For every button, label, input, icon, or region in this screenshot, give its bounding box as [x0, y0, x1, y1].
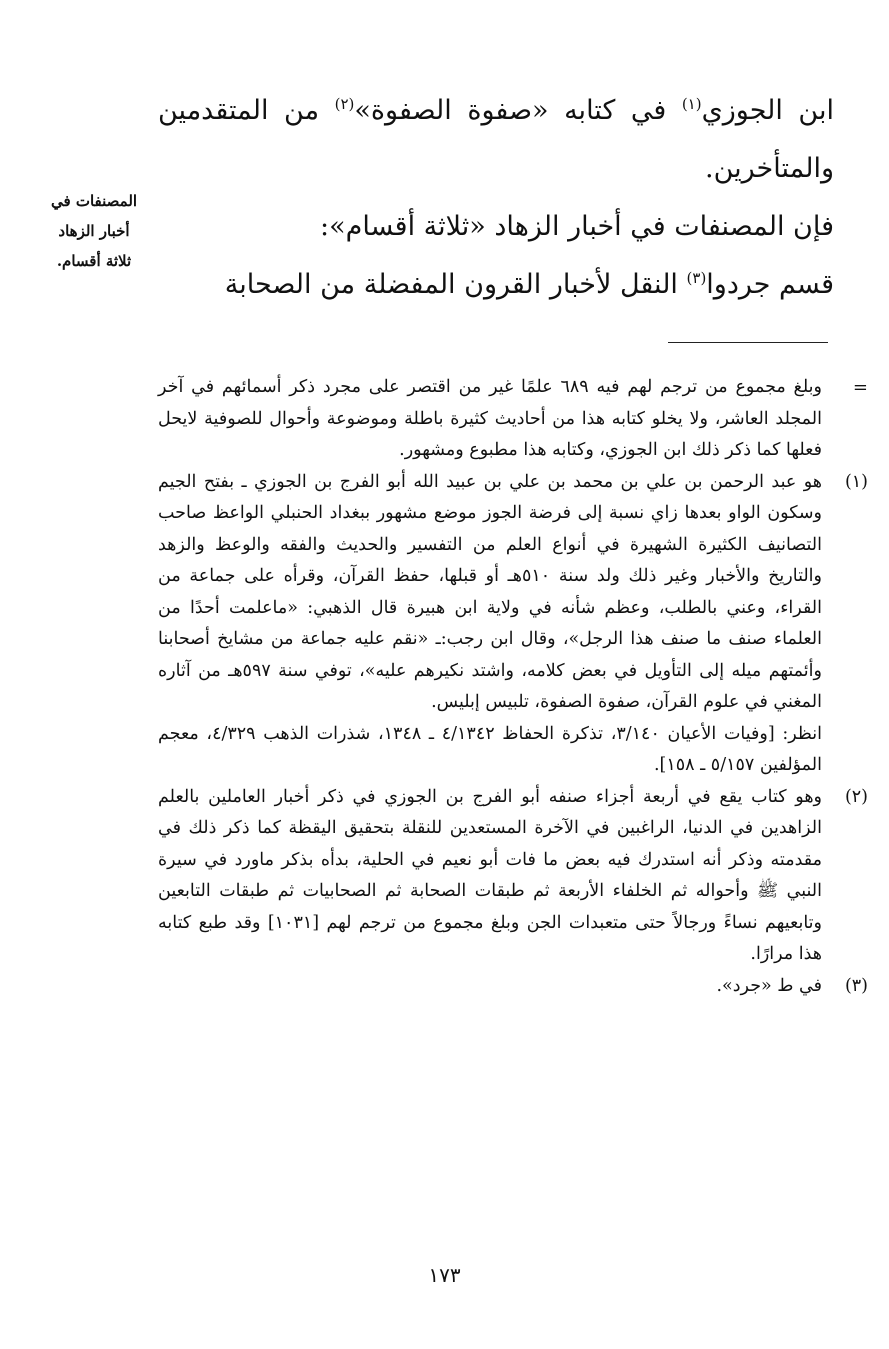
footnote-marker: (١) — [844, 471, 868, 492]
margin-note-line-2: أخبار الزهاد — [58, 222, 130, 240]
text-run: ابن الجوزي — [701, 95, 834, 126]
footnote-2 — [158, 782, 868, 971]
footnote-text: هو عبد الرحمن بن علي بن محمد بن علي بن عبيد الله أبو الفرج بن الجوزي ـ بفتح الجيم وسكون الواو بعدها زاي نسبة إلى فرضة الجوز موضع مشهور ببغداد الحنبلي الواعظ صاحب التصانيف الكثيرة الشهيرة في أنواع العلم من التفسير والحديث والفقه والوعظ والزهد والتاريخ والأخبار وغير ذلك ولد سنة ٥١٠هـ أو قبلها، حفظ القرآن، وقرأه على جماعة من القراء، وعني بالطلب، وعظم شأنه في ولاية ابن هبيرة قال الذهبي: «ماعلمت أحدًا من العلماء صنف ما صنف هذا الرجل»، وقال ابن رجب:ـ «نقم عليه جماعة من مشايخ أصحابنا وأئمتهم ميله إلى التأويل في بعض كلامه، واشتد نكيرهم عليه»، توفي سنة ٥٩٧هـ من آثاره المغني في علوم القرآن، صفوة الصفوة، تلبيس إبليس. — [158, 471, 822, 712]
footnote-3 — [158, 971, 868, 1003]
footnotes — [158, 372, 868, 1002]
footnote-marker: (٣) — [844, 975, 868, 996]
footnote-references: انظر: [وفيات الأعيان ٣/١٤٠، تذكرة الحفاظ ٤/١٣٤٢ ـ ١٣٤٨، شذرات الذهب ٤/٣٢٩، معجم المؤلفين ٥/١٥٧ ـ ١٥٨]. — [158, 723, 822, 775]
footnote-text: في ط «جرد». — [716, 975, 822, 996]
margin-note-line-1: المصنفات في — [50, 192, 138, 210]
main-paragraph-2: فإن المصنفات في أخبار الزهاد «ثلاثة أقسام»: — [320, 211, 834, 242]
page-number: ١٧٣ — [428, 1263, 461, 1287]
main-paragraph-3 — [158, 256, 834, 314]
footnote-marker: (٢) — [844, 786, 868, 807]
footnote-continuation — [158, 372, 868, 467]
footnote-ref-1: (١) — [681, 95, 702, 113]
footnote-1 — [158, 467, 868, 782]
text-run: قسم جردوا — [706, 269, 834, 300]
main-paragraph-1 — [158, 82, 834, 198]
text-run: في كتابه «صفوة الصفوة» — [354, 95, 682, 126]
footnote-ref-3: (٣) — [686, 269, 707, 287]
continuation-marker: = — [852, 377, 868, 398]
text-run: من المتقدمين والمتأخرين. — [158, 95, 834, 184]
main-text — [158, 82, 834, 314]
footnote-text: وهو كتاب يقع في أربعة أجزاء صنفه أبو الفرج بن الجوزي في ذكر أخبار العاملين بالعلم الزاهدين في الدنيا، الراغبين في الآخرة المستعدين للنقلة بتحقيق اليقظة كما ذكر ذلك في مقدمته وذكر أنه استدرك فيه بعض ما فات أبو نعيم في الحلية، بدأه بذكر ماورد في سيرة النبي ﷺ وأحواله ثم الخلفاء الأربعة ثم طبقات الصحابة ثم الصحابيات ثم طبقات التابعين وتابعيهم نساءً ورجالاً حتى متعبدات الجن وبلغ مجموع من ترجم لهم [١٠٣١] وقد طبع كتابه هذا مرارًا. — [158, 786, 822, 964]
margin-note-line-3: ثلاثة أقسام. — [56, 252, 132, 270]
footnote-separator — [668, 342, 828, 343]
footnote-text: وبلغ مجموع من ترجم لهم فيه ٦٨٩ علمًا غير من اقتصر على مجرد ذكر أسمائهم في آخر المجلد العاشر، ولا يخلو كتابه هذا من أحاديث كثيرة باطلة وموضوعة وأحوال للصوفية لايحل فعلها كما ذكر ذلك ابن الجوزي، وكتابه هذا مطبوع ومشهور. — [158, 377, 822, 460]
margin-note — [44, 186, 144, 276]
text-run: النقل لأخبار القرون المفضلة من الصحابة — [224, 269, 687, 300]
footnote-ref-2: (٢) — [334, 95, 355, 113]
